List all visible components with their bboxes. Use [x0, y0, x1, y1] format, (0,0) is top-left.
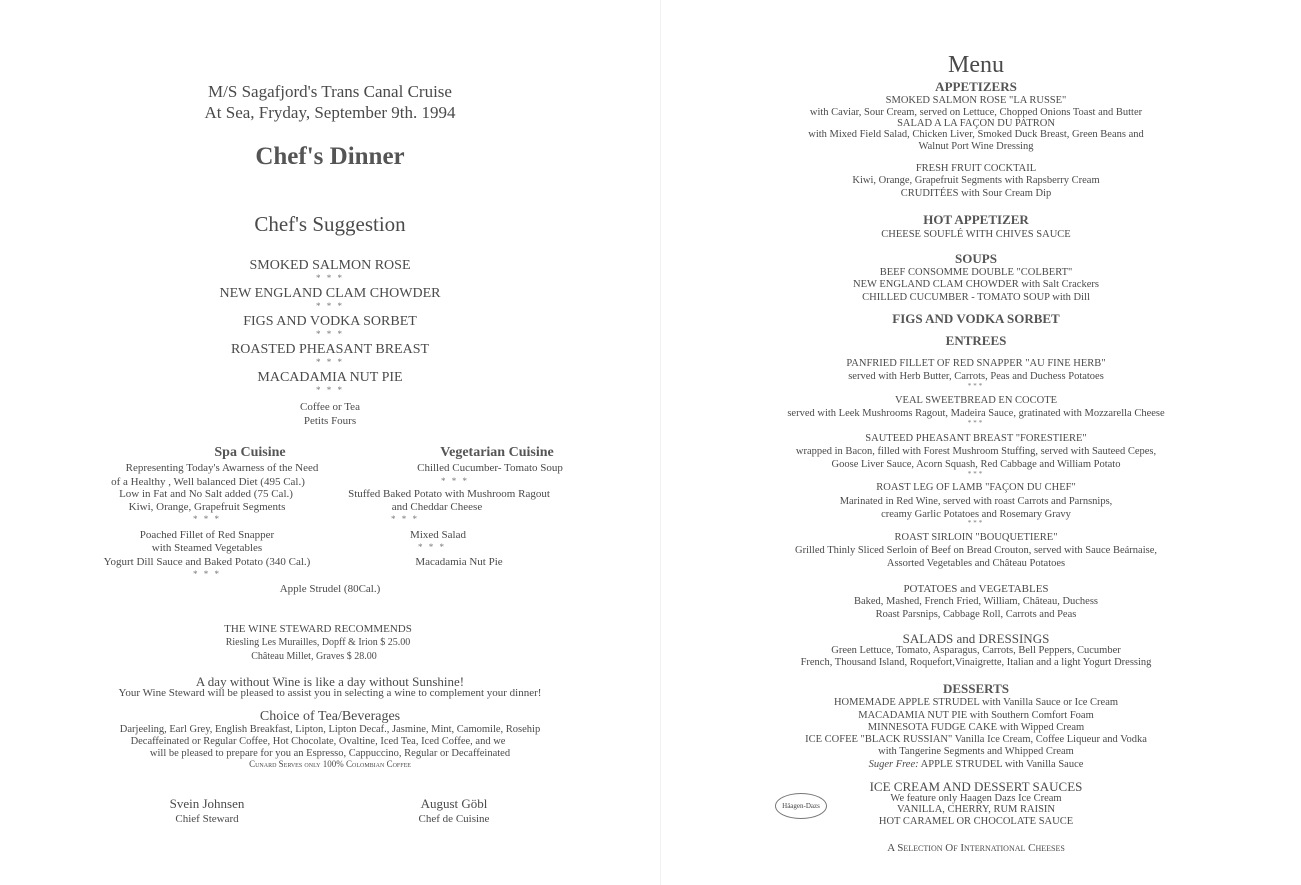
entrees-heading: ENTREES: [945, 333, 1007, 348]
spa-line: Low in Fat and No Salt added (75 Cal.): [119, 488, 293, 500]
vegetarian-heading: Vegetarian Cuisine: [440, 445, 554, 460]
appetizer-line: Kiwi, Orange, Grapefruit Segments with Rapsberry Cream: [852, 175, 1100, 186]
appetizer-line: SMOKED SALMON ROSE "LA RUSSE": [885, 95, 1067, 106]
spa-line: Kiwi, Orange, Grapefruit Segments: [128, 501, 286, 513]
cruise-line: M/S Sagafjord's Trans Canal Cruise: [208, 82, 452, 101]
spa-line: Poached Fillet of Red Snapper: [139, 529, 275, 541]
dessert-line: with Tangerine Segments and Whipped Cream: [878, 746, 1074, 757]
sorbet-heading: FIGS AND VODKA SORBET: [892, 311, 1060, 326]
suggestion-item: ROASTED PHEASANT BREAST: [230, 342, 430, 357]
signature-role: Chief Steward: [175, 813, 239, 825]
separator: * * *: [316, 329, 344, 339]
cunard-line: Cunard Serves only 100% Colombian Coffee: [249, 759, 411, 769]
separator: * * *: [193, 569, 221, 579]
spa-line: of a Healthy , Well balanced Diet (495 Cal.): [111, 476, 305, 488]
icecream-heading: ICE CREAM AND DESSERT SAUCES: [869, 779, 1083, 794]
wine-heading: THE WINE STEWARD RECOMMENDS: [224, 623, 412, 635]
suggestion-heading: Chef's Suggestion: [254, 212, 406, 236]
soups-heading: SOUPS: [955, 251, 997, 266]
petits-fours-line: Petits Fours: [303, 415, 357, 427]
sugar-free-text: APPLE STRUDEL with Vanilla Sauce: [918, 759, 1084, 770]
sugar-free-label: Suger Free:: [868, 759, 919, 770]
separator: * * *: [316, 357, 344, 367]
entree-desc: Grilled Thinly Sliced Serloin of Beef on Bread Crouton, served with Sauce Beárnaise,: [795, 545, 1157, 556]
hot-appetizer-line: CHEESE SOUFLÉ WITH CHIVES SAUCE: [881, 229, 1071, 240]
appetizer-line: Walnut Port Wine Dressing: [918, 141, 1034, 152]
appetizer-line: FRESH FRUIT COCKTAIL: [915, 163, 1037, 174]
entree-name: ROAST LEG OF LAMB "FAÇON DU CHEF": [876, 482, 1076, 493]
sunshine-line: A day without Wine is like a day without Sunshine!: [195, 674, 465, 689]
tea-heading: Choice of Tea/Beverages: [259, 709, 401, 724]
icecream-line: We feature only Haagen Dazs Ice Cream: [890, 793, 1062, 804]
vegetarian-line: Macadamia Nut Pie: [415, 556, 503, 568]
soup-line: CHILLED CUCUMBER - TOMATO SOUP with Dill: [862, 292, 1090, 303]
cheeses-line: A Selection Of International Cheeses: [887, 842, 1065, 854]
signature-name: Svein Johnsen: [169, 796, 245, 811]
suggestion-item: SMOKED SALMON ROSE: [249, 258, 411, 273]
entree-name: VEAL SWEETBREAD EN COCOTE: [894, 395, 1058, 406]
entree-name: ROAST SIRLOIN "BOUQUETIERE": [894, 532, 1058, 543]
separator: ***: [967, 470, 985, 478]
vegetarian-line: Mixed Salad: [410, 529, 466, 541]
coffee-line: Coffee or Tea: [300, 401, 360, 413]
icecream-line: HOT CARAMEL OR CHOCOLATE SAUCE: [878, 816, 1074, 827]
dessert-line: HOMEMADE APPLE STRUDEL with Vanilla Sauce or Ice Cream: [833, 697, 1119, 708]
salads-line: Green Lettuce, Tomato, Asparagus, Carrots, Bell Peppers, Cucumber: [831, 645, 1121, 656]
entree-desc: Goose Liver Sauce, Acorn Squash, Red Cabbage and William Potato: [831, 459, 1121, 470]
appetizer-line: SALAD A LA FAÇON DU PATRON: [897, 118, 1055, 129]
separator: * * *: [441, 476, 469, 486]
apple-strudel-line: Apple Strudel (80Cal.): [279, 583, 381, 595]
separator: ***: [967, 382, 985, 390]
spa-line: Yogurt Dill Sauce and Baked Potato (340 Cal.): [103, 556, 311, 568]
soup-line: NEW ENGLAND CLAM CHOWDER with Salt Crackers: [853, 279, 1099, 290]
suggestion-item: NEW ENGLAND CLAM CHOWDER: [219, 286, 441, 301]
suggestion-item: FIGS AND VODKA SORBET: [243, 314, 417, 329]
dessert-line: MINNESOTA FUDGE CAKE with Wipped Cream: [867, 722, 1085, 733]
separator: ***: [967, 519, 985, 527]
separator: * * *: [316, 273, 344, 283]
date-line: At Sea, Fryday, September 9th. 1994: [204, 103, 456, 122]
vegetarian-line: Chilled Cucumber- Tomato Soup: [417, 462, 563, 474]
potatoes-line: Roast Parsnips, Cabbage Roll, Carrots and Peas: [875, 609, 1077, 620]
hot-appetizer-heading: HOT APPETIZER: [923, 212, 1029, 227]
entree-desc: Marinated in Red Wine, served with roast Carrots and Parnsnips,: [839, 496, 1113, 507]
dinner-title: Chef's Dinner: [255, 143, 405, 170]
spa-line: Representing Today's Awarness of the Need: [125, 462, 319, 474]
signature-role: Chef de Cuisine: [418, 813, 490, 825]
right-page: [660, 0, 1301, 885]
vegetarian-line: Stuffed Baked Potato with Mushroom Ragout: [348, 488, 550, 500]
wine-line: Riesling Les Murailles, Dopff & Irion $ 25.00: [225, 637, 411, 648]
appetizers-heading: APPETIZERS: [935, 79, 1017, 94]
separator: * * *: [193, 514, 221, 524]
suggestion-item: MACADAMIA NUT PIE: [257, 370, 403, 385]
sunshine-subline: Your Wine Steward will be pleased to assist you in selecting a wine to complement your dinner!: [118, 687, 542, 699]
separator: * * *: [391, 514, 419, 524]
entree-desc: Assorted Vegetables and Château Potatoes: [886, 558, 1066, 569]
sugar-free-line: [869, 759, 1084, 771]
appetizer-line: with Mixed Field Salad, Chicken Liver, Smoked Duck Breast, Green Beans and: [808, 129, 1144, 140]
tea-line: Darjeeling, Earl Grey, English Breakfast, Lipton, Lipton Decaf., Jasmine, Mint, Camomile, Rosehip: [119, 724, 541, 735]
appetizer-line: CRUDITÉES with Sour Cream Dip: [900, 188, 1052, 199]
salads-heading: SALADS and DRESSINGS: [902, 631, 1050, 646]
tea-line: will be pleased to prepare for you an Espresso, Cappuccino, Regular or Decaffeinated: [149, 748, 511, 759]
entree-desc: creamy Garlic Potatoes and Rosemary Gravy: [881, 509, 1071, 520]
haagen-dazs-logo: Häagen-Dazs: [775, 793, 827, 819]
separator: ***: [967, 419, 985, 427]
spa-heading: Spa Cuisine: [214, 445, 286, 460]
vegetarian-line: and Cheddar Cheese: [391, 501, 483, 513]
salads-line: French, Thousand Island, Roquefort,Vinaigrette, Italian and a light Yogurt Dressing: [800, 657, 1152, 668]
separator: * * *: [316, 385, 344, 395]
entree-name: SAUTEED PHEASANT BREAST "FORESTIERE": [865, 433, 1087, 444]
soup-line: BEEF CONSOMME DOUBLE "COLBERT": [879, 267, 1073, 278]
entree-desc: served with Herb Butter, Carrots, Peas and Duchess Potatoes: [848, 371, 1104, 382]
separator: * * *: [418, 542, 446, 552]
entree-name: PANFRIED FILLET OF RED SNAPPER "AU FINE HERB": [846, 358, 1106, 369]
entree-desc: served with Leek Mushrooms Ragout, Madeira Sauce, gratinated with Mozzarella Cheese: [787, 408, 1165, 419]
icecream-line: VANILLA, CHERRY, RUM RAISIN: [896, 804, 1056, 815]
signature-name: August Göbl: [420, 796, 488, 811]
potatoes-line: Baked, Mashed, French Fried, William, Château, Duchess: [853, 596, 1099, 607]
spa-line: with Steamed Vegetables: [151, 542, 263, 554]
potatoes-heading: POTATOES and VEGETABLES: [903, 583, 1049, 595]
menu-title: Menu: [948, 52, 1004, 78]
dessert-line: MACADAMIA NUT PIE with Southern Comfort Foam: [858, 710, 1094, 721]
tea-line: Decaffeinated or Regular Coffee, Hot Chocolate, Ovaltine, Iced Tea, Iced Coffee, and we: [130, 736, 506, 747]
appetizer-line: with Caviar, Sour Cream, served on Lettuce, Chopped Onions Toast and Butter: [809, 107, 1143, 118]
entree-desc: wrapped in Bacon, filled with Forest Mushroom Stuffing, served with Sauteed Cepes,: [795, 446, 1157, 457]
dessert-line: ICE COFEE "BLACK RUSSIAN" Vanilla Ice Cream, Coffee Liqueur and Vodka: [805, 734, 1147, 745]
wine-line: Château Millet, Graves $ 28.00: [251, 651, 377, 662]
separator: * * *: [316, 301, 344, 311]
desserts-heading: DESSERTS: [942, 681, 1010, 696]
